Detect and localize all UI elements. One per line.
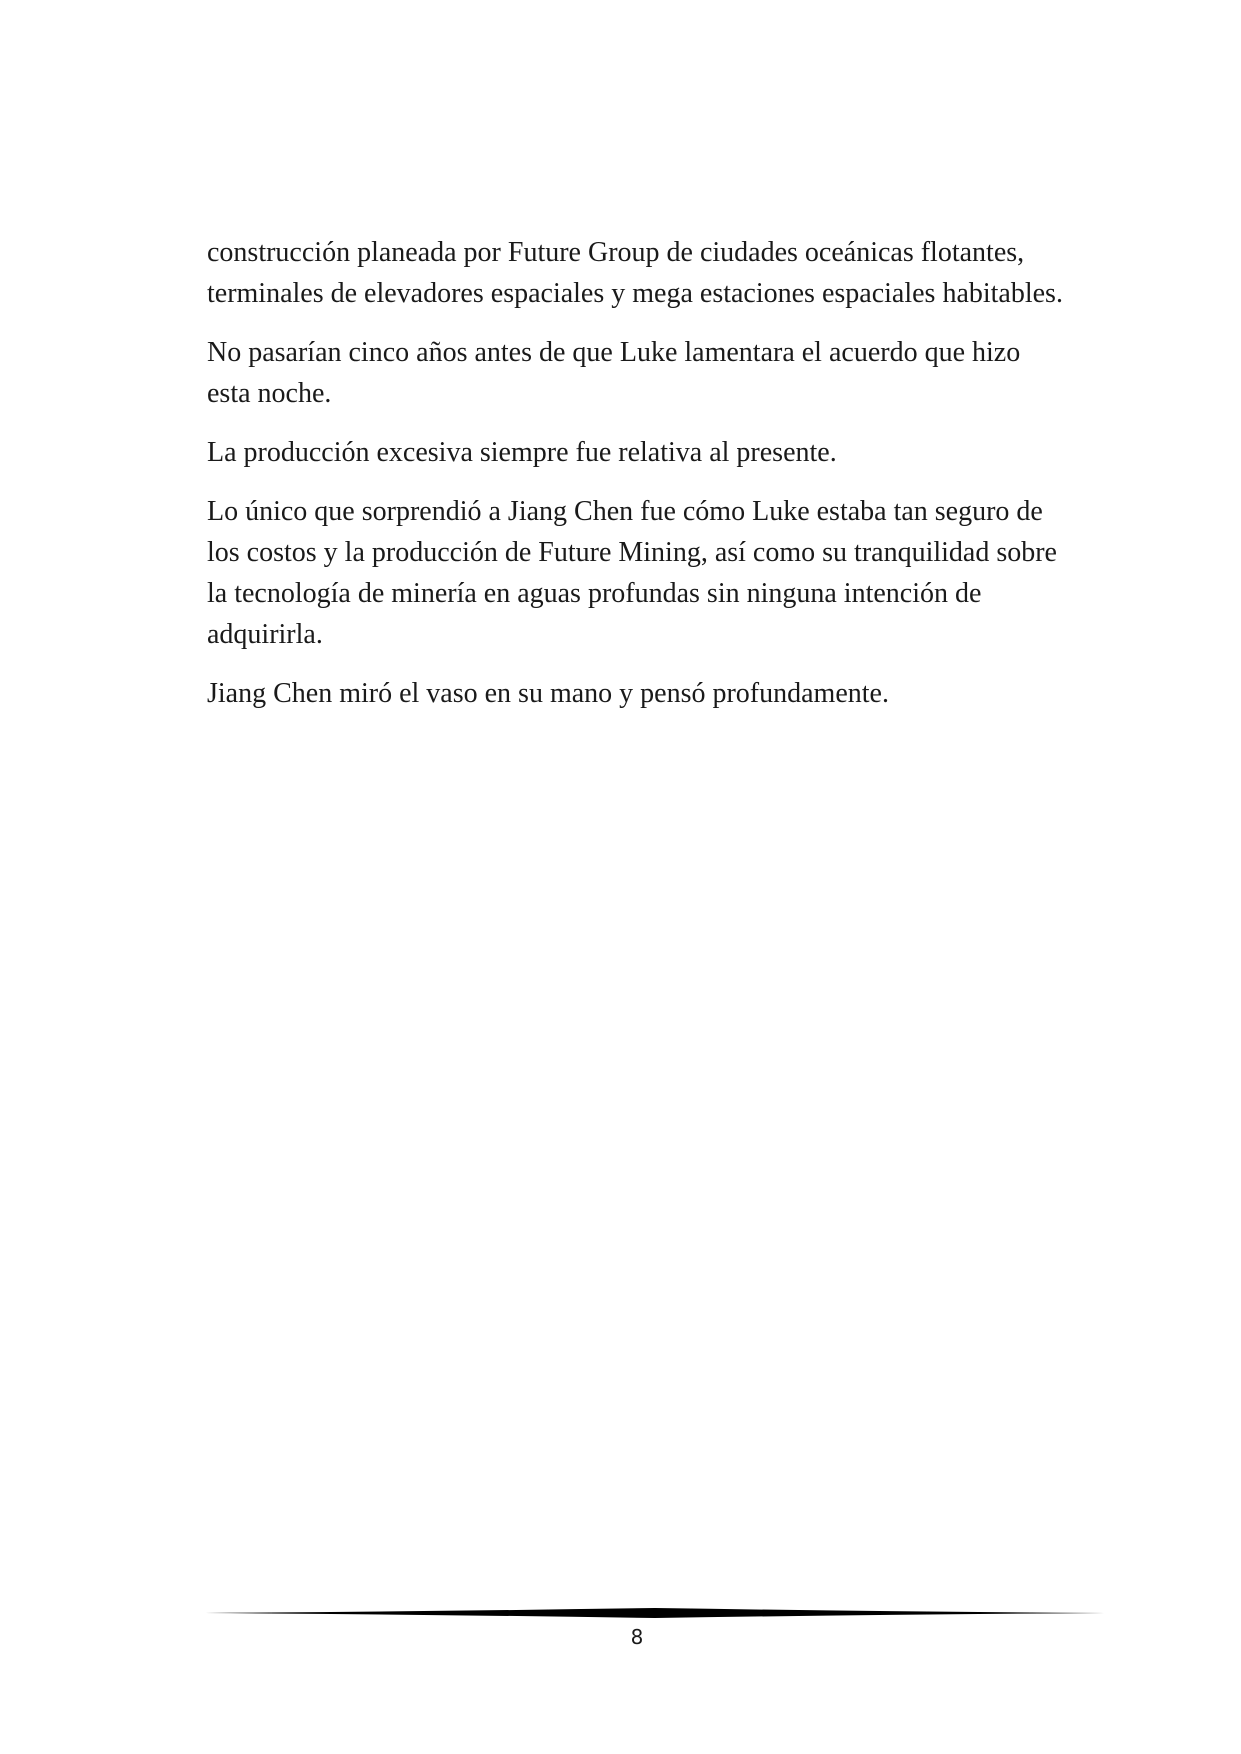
- paragraph-4: Lo único que sorprendió a Jiang Chen fue cómo Luke estaba tan seguro de los costos y la producción de Future Mining, así como su tranquilidad sobre la tecnología de minería en aguas profundas sin ninguna intención de adquirirla.: [207, 496, 1057, 650]
- paragraph-5: Jiang Chen miró el vaso en su mano y pensó profundamente.: [207, 678, 889, 709]
- footer-divider: [205, 1606, 1105, 1620]
- paragraph-3: La producción excesiva siempre fue relativa al presente.: [207, 437, 837, 468]
- paragraph-1: construcción planeada por Future Group de ciudades oceánicas flotantes, terminales de elevadores espaciales y mega estaciones espaciales habitables.: [207, 237, 1063, 309]
- page-number: 8: [630, 1625, 644, 1649]
- paragraph-2: No pasarían cinco años antes de que Luke lamentara el acuerdo que hizo esta noche.: [207, 337, 1021, 409]
- body-text: [207, 232, 1067, 732]
